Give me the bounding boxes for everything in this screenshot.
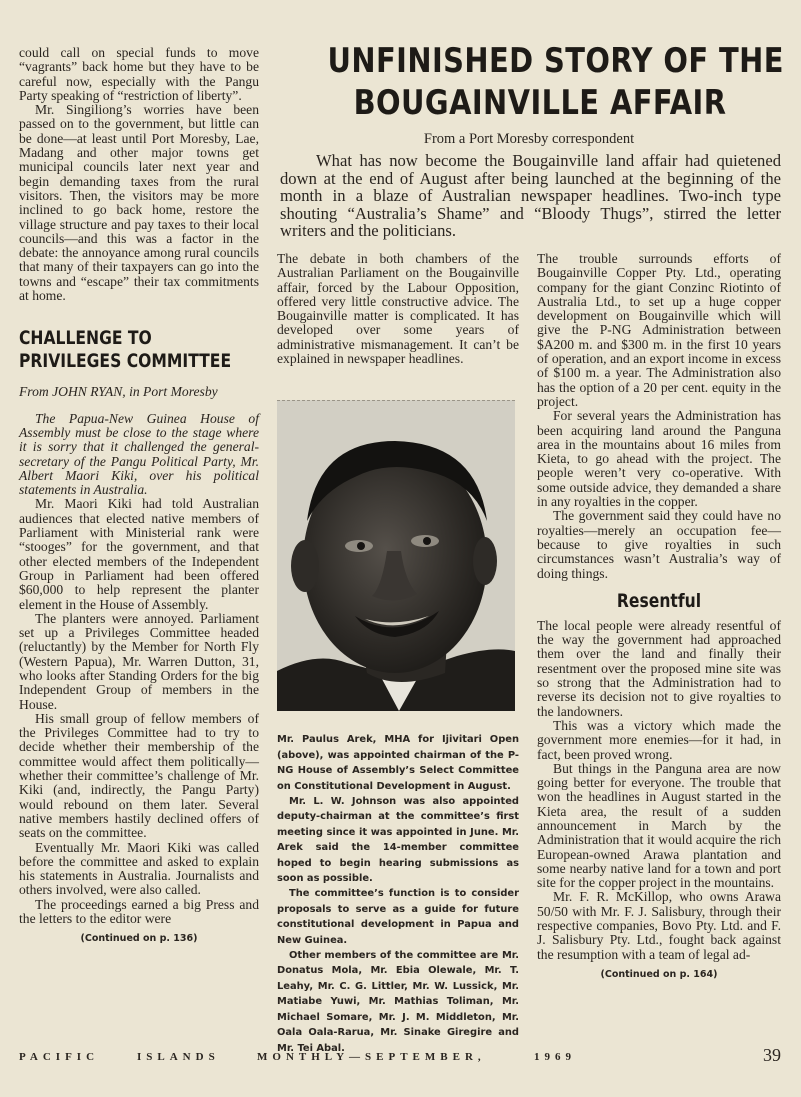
section-heading-line: PRIVILEGES COMMITTEE — [19, 350, 232, 373]
footer-year: 1969 — [534, 1051, 576, 1063]
page-number: 39 — [763, 1045, 781, 1065]
caption-paragraph: Mr. Paulus Arek, MHA for Ijivitari Open (above), was appointed chairman of the P-NG House of Assembly’s Select Committee on Constitutional Development in August. — [277, 734, 519, 792]
byline: From a Port Moresby correspondent — [423, 131, 635, 147]
left-paragraph: Mr. Singiliong’s worries have been passed on to the government, but little can be done—at least until Port Moresby, Lae, Madang and other major towns get municipal councils later next year and begin demanding taxes from the rural visitors. Then, the visitors may be more inclined to go back home, restore the village structure and pay taxes to their local councils—and this was a factor in the debate: the annoyance among rural councils that many of their taxpayers can go into the towns and “escape” their tax commitments at home. — [19, 102, 259, 304]
intro-paragraph: What has now become the Bougainville land affair had quietened down at the end of August after being launched at the beginning of the month in a blaze of Australian newspaper headlines. Two-inch type shouting “Australia’s Shame” and “Bloody Thugs”, stirred the letter writers and the politicians. — [280, 151, 781, 240]
right-paragraph: Mr. F. R. McKillop, who owns Arawa 50/50 with Mr. F. J. Salisbury, through their respective companies, Bovo Pty. Ltd. and F. J. Salisbury Pty. Ltd., fought back against the resumption with a team of legal ad- — [537, 889, 781, 962]
right-paragraph: The local people were already resentful of the way the government had approached them over the land and finally their resentment over the proposed mine site was so strong that the Administration had to reverse its decision not to give royalties to the landowners. — [537, 617, 781, 719]
body-paragraph: Mr. Maori Kiki had told Australian audiences that elected native members of Parliament with Ministerial rank were “stooges” for the government, and that other elected members of the Independent Group in Parliament had been offered $60,000 to help represent the planter element in the House of Assembly. — [19, 496, 259, 612]
left-paragraph: could call on special funds to move “vagrants” back home but they have to be careful now, especially with the Pangu Party speaking of “restriction of liberty”. — [19, 45, 259, 103]
right-paragraph: But things in the Panguna area are now going better for everyone. The trouble that won the headlines in August started in the Kieta area, the result of a sudden announcement in March by the Administration that it would acquire the rich European-owned Arawa plantation and some nearby native land for a town and port site for the copper project in the mountains. — [537, 760, 781, 891]
body-paragraph: His small group of fellow members of the Privileges Committee had to try to decide whether their membership of the committee would affect them politically—whether their committee’s challenge of Mr. Kiki (and, indirectly, the Pangu Party) would rebound on them later. Several native members hastily declined offers of seats on the committee. — [19, 710, 259, 841]
caption-paragraph: Mr. L. W. Johnson was also appointed deputy-chairman at the committee’s first meeting since it was appointed in June. Mr. Arek said the 14-member committee hoped to begin hearing submissions as soon as possible. — [277, 796, 519, 885]
footer-islands: ISLANDS — [137, 1051, 220, 1063]
right-paragraph: For several years the Administration has been acquiring land around the Panguna area in the mountains about 16 miles from Kieta, to go ahead with the project. The people weren’t very co-operative. With some outside advice, they demanded a share in any royalties in the copper. — [537, 408, 781, 510]
standfirst: The Papua-New Guinea House of Assembly must be close to the stage where it is sorry that it challenged the general-secretary of the Pangu Political Party, Mr. Albert Maori Kiki, over his political statements in Australia. — [19, 410, 259, 498]
body-paragraph: The planters were annoyed. Parliament set up a Privileges Committee headed (reluctantly) by the Member for North Fly (Western Papua), Mr. Warren Dutton, 31, who looks after Standing Orders for the big Independent Group of members in the House. — [19, 610, 259, 712]
middle-paragraph: The debate in both chambers of the Australian Parliament on the Bougainville affair, forced by the Labour Opposition, offered very little constructive advice. The Bougainville matter is complicated. It has developed over some years of administrative mismanagement. It can’t be explained in newspaper headlines. — [277, 251, 519, 367]
portrait-illustration — [277, 401, 515, 711]
body-paragraph: Eventually Mr. Maori Kiki was called before the committee and asked to explain his statements in Australia. Journalists and others involved, were also called. — [19, 839, 259, 898]
headline-line: UNFINISHED STORY OF THE — [327, 41, 784, 81]
section-heading-challenge — [19, 327, 232, 373]
right-paragraph: This was a victory which made the government more enemies—for it had, in fact, been proved wrong. — [537, 717, 781, 762]
section-heading-resentful: Resentful — [616, 589, 702, 612]
author-credit: From JOHN RYAN, in Port Moresby — [19, 384, 218, 400]
portrait-photo-icon — [277, 400, 515, 711]
right-paragraph: The trouble surrounds efforts of Bougainville Copper Pty. Ltd., operating company for the giant Conzinc Riotinto of Australia Ltd., to set up a huge copper development on Bougainville which will give the P-NG Administration between $A200 m. and $300 m. in the first 10 years of operation, and an export income in excess of $100 m. a year. The Administration also has the option of a 20 per cent. equity in the project. — [537, 251, 781, 409]
continued-note: (Continued on p. 136) — [80, 933, 198, 945]
footer-monthly: MONTHLY—SEPTEMBER, — [257, 1051, 486, 1063]
right-paragraph: The government said they could have no royalties—merely an occupation fee—because to give royalties in such circumstances wasn’t Australia’s way of doing things. — [537, 508, 781, 581]
caption-paragraph: The committee’s function is to consider proposals to serve as a guide for future constitutional development in Papua and New Guinea. — [277, 888, 519, 946]
continued-note: (Continued on p. 164) — [600, 968, 718, 980]
middle-column — [277, 252, 519, 1056]
body-paragraph: The proceedings earned a big Press and the letters to the editor were — [19, 896, 259, 927]
caption-paragraph: Other members of the committee are Mr. Donatus Mola, Mr. Ebia Olewale, Mr. T. Leahy, Mr. C. G. Littler, Mr. W. Lussick, Mr. Matiabe Yuwi, Mr. Mathias Toliman, Mr. Michael Somare, Mr. J. M. Middleton, Mr. Oala Oala-Rarua, Mr. Sinake Giregire and Mr. Tei Abal. — [277, 950, 519, 1054]
left-column — [19, 46, 259, 947]
footer-pacific: PACIFIC — [19, 1051, 100, 1063]
photo-caption — [277, 732, 519, 1056]
page-footer — [19, 1047, 781, 1077]
right-column — [537, 252, 781, 982]
article-headline — [327, 40, 784, 124]
section-heading-line: CHALLENGE TO — [19, 327, 152, 350]
headline-line: BOUGAINVILLE AFFAIR — [353, 83, 727, 123]
